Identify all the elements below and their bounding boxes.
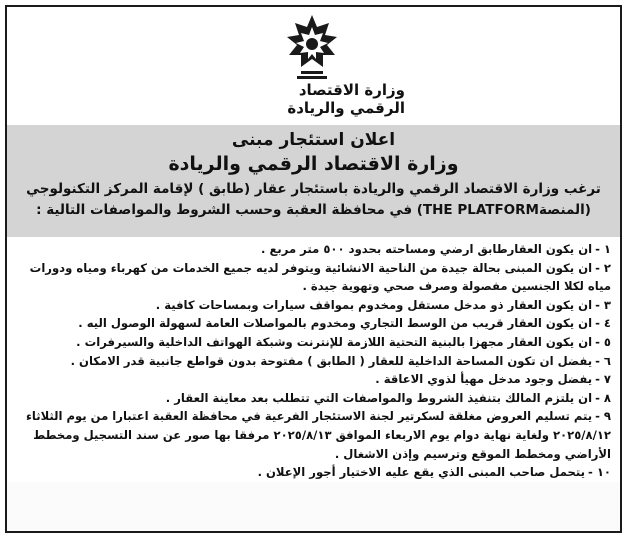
condition-item [16,407,611,463]
condition-number: ٣ - [595,297,611,312]
notice-title: اعلان استئجار مبنى [231,130,396,150]
condition-item [16,463,611,482]
header-band [7,125,620,237]
intro-line-1: ترغب وزارة الاقتصاد الرقمي والريادة باستئجار عقار (طابق ) لإقامة المركز التكنولوجي [26,181,601,197]
condition-number: ٤ - [595,316,611,331]
condition-text: ان يكون العقار قريب من الوسط التجاري ومخدوم بالمواصلات العامة لسهولة الوصول اليه . [78,316,593,331]
condition-item [16,314,611,333]
logo-line-2: الرقمي والريادة [287,99,405,117]
logo-area [7,7,620,125]
condition-item [16,389,611,408]
logo-line-1: وزارة الاقتصاد [298,81,405,99]
condition-number: ٩ - [595,409,611,424]
condition-item [16,240,611,259]
condition-number: ٧ - [595,372,611,387]
condition-number: ٥ - [595,334,611,349]
condition-item [16,296,611,315]
condition-text: ان يكون العقار ذو مدخل مستقل ومخدوم بمواقف سيارات وبمساحات كافية . [155,297,593,312]
ministry-emblem-icon [273,13,351,83]
condition-text: ان يلتزم المالك بتنفيذ الشروط والمواصفات التي تتطلب بعد معاينة العقار . [165,390,593,405]
logo-wordmark [245,81,405,117]
condition-number: ١ - [595,242,611,256]
announcement-page [5,5,622,533]
condition-number: ٢ - [595,260,611,275]
intro-text [7,177,620,221]
condition-number: ٦ - [595,353,611,368]
condition-item [16,370,611,389]
condition-item [16,333,611,352]
condition-text: يفضل ان تكون المساحة الداخلية للعقار ( الطابق ) مفتوحة بدون قواطع جانبية قدر الامكان . [70,353,593,368]
condition-text: يتم تسليم العروض مغلقة لسكرتير لجنة الاستئجار الفرعية في محافظة العقبة اعتبارا من يوم الثلاثاء ٢٠٢٥/٨/١٢ ولغاية نهاية دوام يوم الاربعاء الموافق ٢٠٢٥/٨/١٣ مرفقا بها صور عن سند التسجيل ومخطط الأراضي ومخطط الموقع وترسيم وإذن الاشغال . [25,409,611,461]
conditions-list [7,237,620,482]
condition-text: يتحمل صاحب المبنى الذي يقع عليه الاختيار أجور الإعلان . [257,465,585,480]
condition-number: ١٠ - [587,465,611,480]
condition-text: ان يكون العقارطابق ارضي ومساحته بحدود ٥٠٠ متر مربع . [261,242,593,256]
condition-item [16,259,611,296]
condition-text: ان يكون العقار مجهزا بالبنية التحتية اللازمة للإنترنت وشبكة الهواتف الداخلية والسيرفرات . [76,334,593,349]
condition-text: يفضل وجود مدخل مهيأ لذوي الاعاقة . [375,372,593,387]
condition-number: ٨ - [595,390,611,405]
intro-line-2: (المنصةTHE PLATFORM) في محافظة العقبة وحسب الشروط والمواصفات التالية : [36,202,591,218]
condition-item [16,352,611,371]
condition-text: ان يكون المبنى بحالة جيدة من الناحية الانشائية ويتوفر لديه جميع الخدمات من كهرباء ومياه ودورات مياه لكلا الجنسين مفصولة وصرف صحي وتهوية جيدة . [29,260,611,294]
ministry-name: وزارة الاقتصاد الرقمي والريادة [168,153,459,175]
